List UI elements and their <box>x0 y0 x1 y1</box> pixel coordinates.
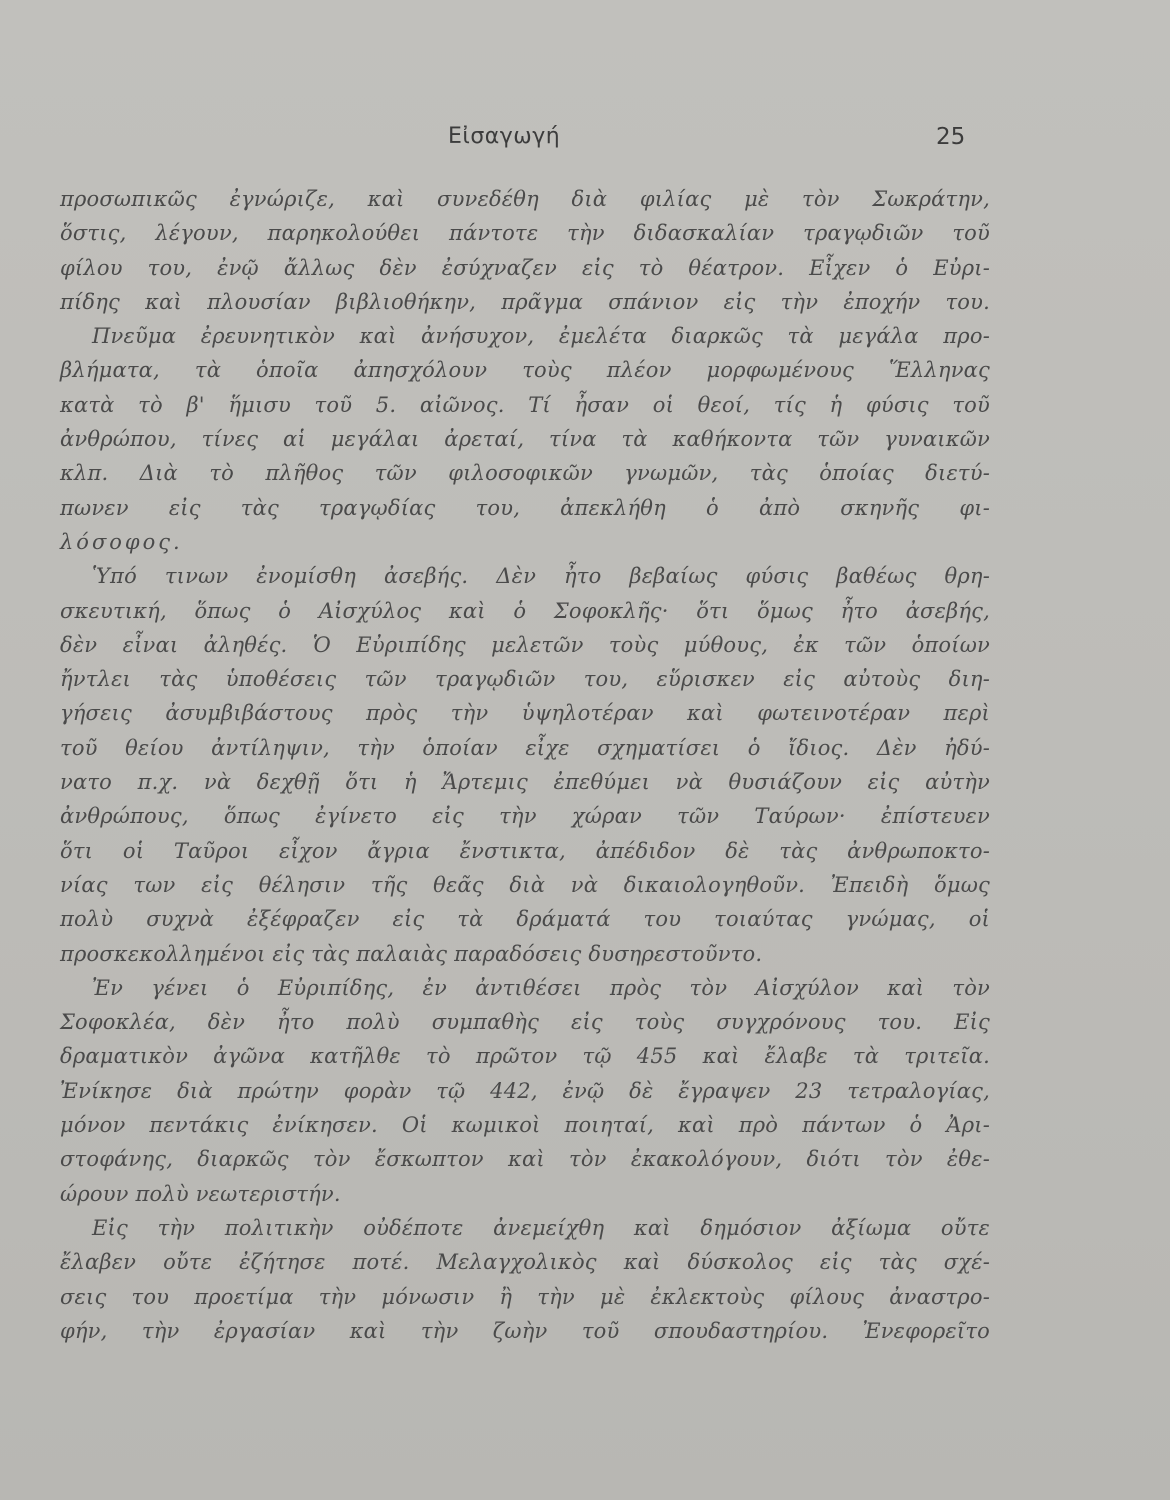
text-line: πίδης καὶ πλουσίαν βιβλιοθήκην, πρᾶγμα σπάνιον εἰς τὴν ἐποχήν του. <box>60 289 990 314</box>
text-line: πωνεν εἰς τὰς τραγῳδίας του, ἀπεκλήθη ὁ ἀπὸ σκηνῆς φι- <box>60 495 990 520</box>
text-line: Εἰς τὴν πολιτικὴν οὐδέποτε ἀνεμείχθη καὶ δημόσιον ἀξίωμα οὔτε <box>92 1215 990 1240</box>
text-line: κλπ. Διὰ τὸ πλῆθος τῶν φιλοσοφικῶν γνωμῶν, τὰς ὁποίας διετύ- <box>60 461 990 486</box>
text-line: Ὑπό τινων ἐνομίσθη ἀσεβής. Δὲν ἦτο βεβαίως φύσις βαθέως θρη- <box>92 564 990 589</box>
text-line: Πνεῦμα ἐρευνητικὸν καὶ ἀνήσυχον, ἐμελέτα διαρκῶς τὰ μεγάλα προ- <box>92 324 990 349</box>
text-line: μόνον πεντάκις ἐνίκησεν. Οἱ κωμικοὶ ποιηταί, καὶ πρὸ πάντων ὁ Ἀρι- <box>60 1113 990 1138</box>
text-line: σκευτική, ὅπως ὁ Αἰσχύλος καὶ ὁ Σοφοκλῆς· ὅτι ὅμως ἦτο ἀσεβής, <box>60 598 990 623</box>
text-line: ὅστις, λέγουν, παρηκολούθει πάντοτε τὴν διδασκαλίαν τραγῳδιῶν τοῦ <box>60 221 990 246</box>
text-line: ἀνθρώπου, τίνες αἱ μεγάλαι ἀρεταί, τίνα τὰ καθήκοντα τῶν γυναικῶν <box>60 427 990 452</box>
text-line: τοῦ θείου ἀντίληψιν, τὴν ὁποίαν εἶχε σχηματίσει ὁ ἴδιος. Δὲν ἠδύ- <box>60 735 990 760</box>
text-line: προσκεκολλημένοι εἰς τὰς παλαιὰς παραδόσεις δυσηρεστοῦντο. <box>60 941 763 966</box>
text-line: δὲν εἶναι ἀληθές. Ὁ Εὐριπίδης μελετῶν τοὺς μύθους, ἐκ τῶν ὁποίων <box>60 632 990 657</box>
text-line: φήν, τὴν ἐργασίαν καὶ τὴν ζωὴν τοῦ σπουδαστηρίου. Ἐνεφορεῖτο <box>60 1318 990 1343</box>
text-line: λόσοφος. <box>60 529 183 554</box>
text-line: ὅτι οἱ Ταῦροι εἶχον ἄγρια ἔνστικτα, ἀπέδιδον δὲ τὰς ἀνθρωποκτο- <box>60 838 990 863</box>
text-line: Ἐνίκησε διὰ πρώτην φορὰν τῷ 442, ἐνῷ δὲ ἔγραψεν 23 τετραλογίας, <box>60 1078 990 1103</box>
text-line: νατο π.χ. νὰ δεχθῇ ὅτι ἡ Ἄρτεμις ἐπεθύμει νὰ θυσιάζουν εἰς αὐτὴν <box>60 770 990 795</box>
text-line: ἤντλει τὰς ὑποθέσεις τῶν τραγῳδιῶν του, εὕρισκεν εἰς αὐτοὺς διη- <box>60 667 990 692</box>
text-line: Σοφοκλέα, δὲν ἦτο πολὺ συμπαθὴς εἰς τοὺς συγχρόνους του. Εἰς <box>60 1010 990 1035</box>
text-line: κατὰ τὸ β' ἥμισυ τοῦ 5. αἰῶνος. Τί ἦσαν οἱ θεοί, τίς ἡ φύσις τοῦ <box>60 392 990 417</box>
text-line: βλήματα, τὰ ὁποῖα ἀπησχόλουν τοὺς πλέον μορφωμένους Ἕλληνας <box>60 358 990 383</box>
running-title: Εἰσαγωγή <box>448 124 561 149</box>
body-text <box>60 182 990 1348</box>
text-line: σεις του προετίμα τὴν μόνωσιν ἢ τὴν μὲ ἐκλεκτοὺς φίλους ἀναστρο- <box>60 1284 990 1309</box>
text-line: νίας των εἰς θέλησιν τῆς θεᾶς διὰ νὰ δικαιολογηθοῦν. Ἐπειδὴ ὅμως <box>60 872 990 897</box>
text-line: στοφάνης, διαρκῶς τὸν ἔσκωπτον καὶ τὸν ἐκακολόγουν, διότι τὸν ἐθε- <box>60 1147 990 1172</box>
text-line: ἔλαβεν οὔτε ἐζήτησε ποτέ. Μελαγχολικὸς καὶ δύσκολος εἰς τὰς σχέ- <box>60 1250 990 1275</box>
text-line: φίλου του, ἐνῷ ἄλλως δὲν ἐσύχναζεν εἰς τὸ θέατρον. Εἶχεν ὁ Εὐρι- <box>60 255 990 280</box>
text-line: πολὺ συχνὰ ἐξέφραζεν εἰς τὰ δράματά του τοιαύτας γνώμας, οἱ <box>60 907 990 932</box>
text-line: προσωπικῶς ἐγνώριζε, καὶ συνεδέθη διὰ φιλίας μὲ τὸν Σωκράτην, <box>60 187 990 211</box>
text-line: ώρουν πολὺ νεωτεριστήν. <box>60 1181 341 1206</box>
text-line: Ἐν γένει ὁ Εὐριπίδης, ἐν ἀντιθέσει πρὸς τὸν Αἰσχύλον καὶ τὸν <box>92 975 990 1000</box>
page-number: 25 <box>936 124 966 150</box>
text-line: γήσεις ἀσυμβιβάστους πρὸς τὴν ὑψηλοτέραν καὶ φωτεινοτέραν περὶ <box>60 701 990 726</box>
text-line: ἀνθρώπους, ὅπως ἐγίνετο εἰς τὴν χώραν τῶν Ταύρων· ἐπίστευεν <box>60 804 990 829</box>
text-line: δραματικὸν ἀγῶνα κατῆλθε τὸ πρῶτον τῷ 455 καὶ ἔλαβε τὰ τριτεῖα. <box>60 1044 990 1069</box>
running-head <box>0 124 1170 160</box>
